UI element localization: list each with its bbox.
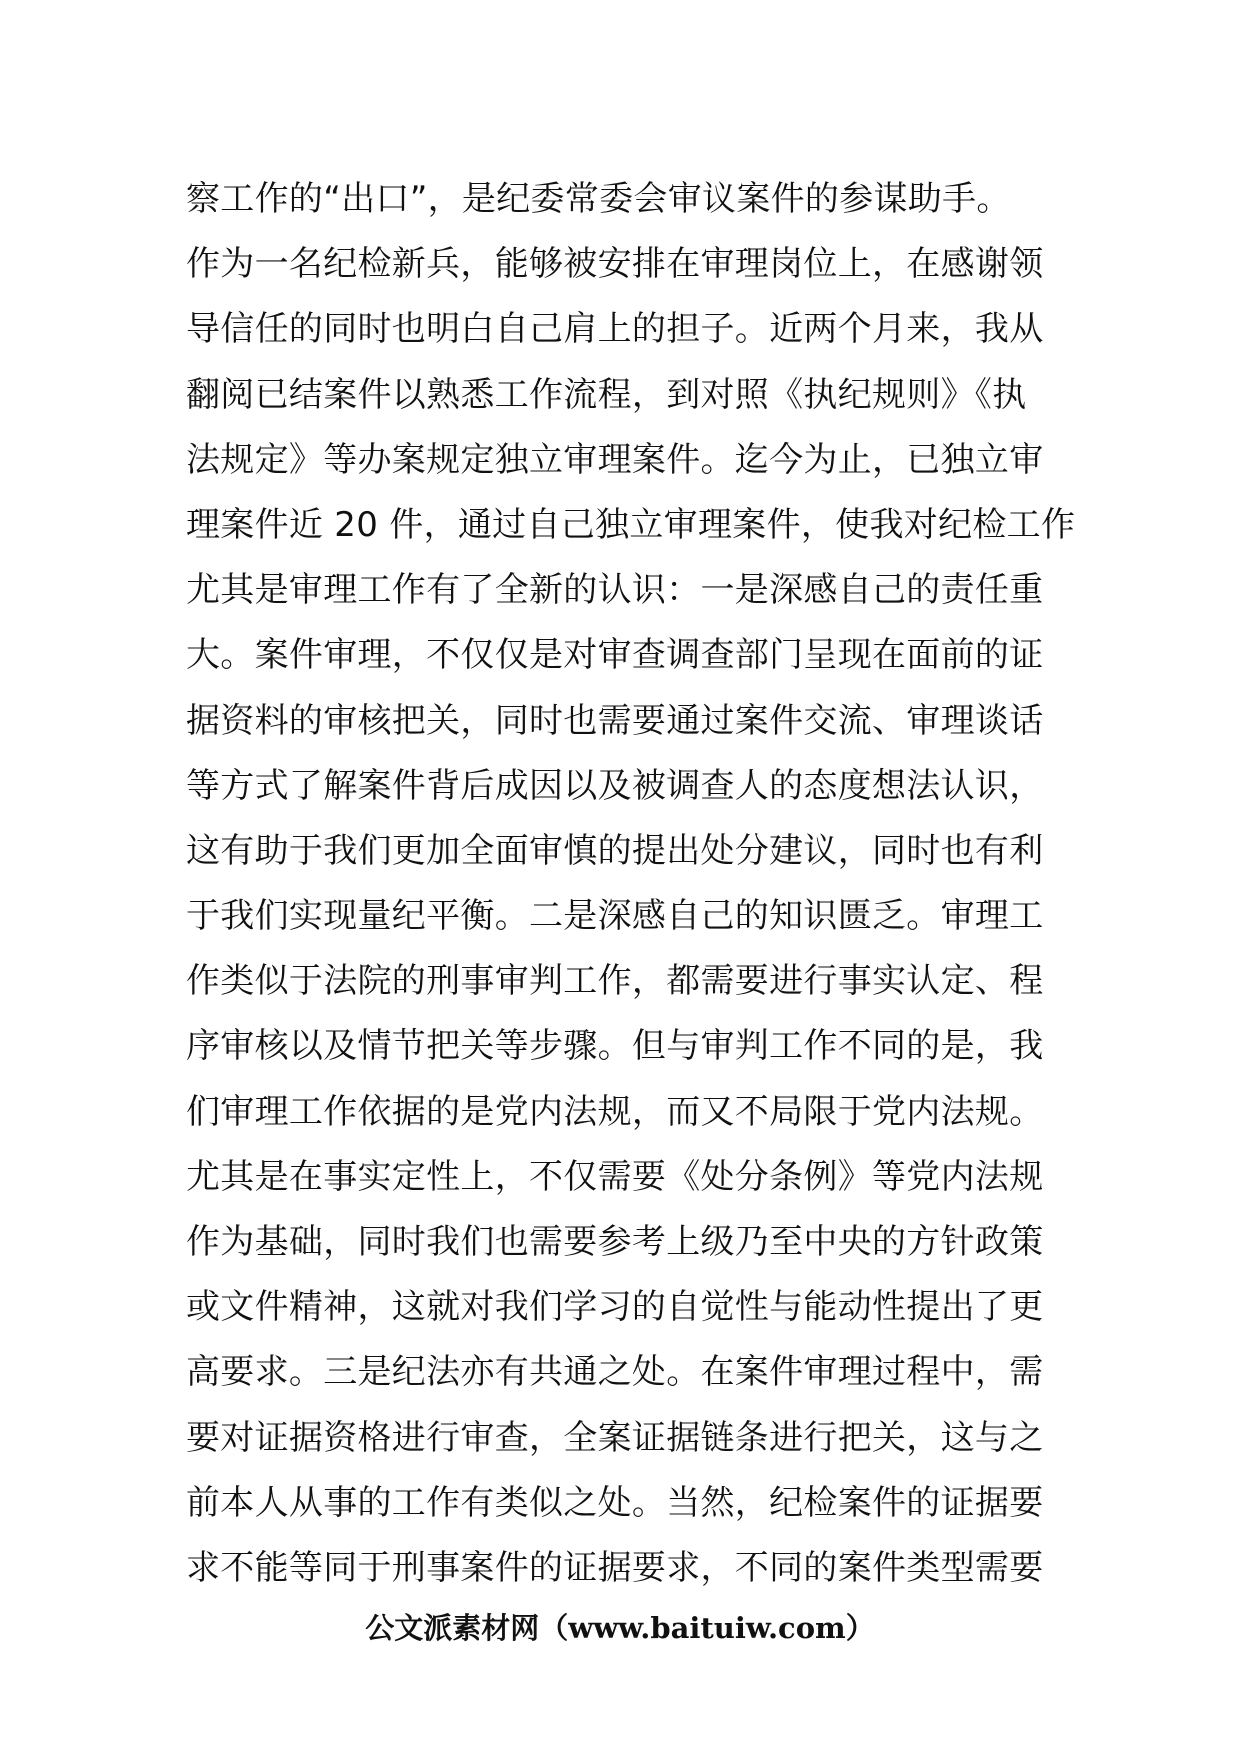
text-line: 们审理工作依据的是党内法规，而又不局限于党内法规。 xyxy=(186,1091,1044,1132)
text-line: 翻阅已结案件以熟悉工作流程，到对照《执纪规则》《执 xyxy=(186,374,1027,415)
text-line: 尤其是在事实定性上，不仅需要《处分条例》等党内法规 xyxy=(186,1156,1044,1197)
text-line: 等方式了解案件背后成因以及被调查人的态度想法认识， xyxy=(186,765,1044,806)
text-line: 作类似于法院的刑事审判工作，都需要进行事实认定、程 xyxy=(186,961,1044,1002)
text-line: 作为一名纪检新兵，能够被安排在审理岗位上，在感谢领 xyxy=(186,244,1044,285)
text-line: 高要求。三是纪法亦有共通之处。在案件审理过程中，需 xyxy=(186,1352,1044,1393)
text-line: 大。案件审理，不仅仅是对审查调查部门呈现在面前的证 xyxy=(186,635,1044,676)
text-line: 或文件精神，这就对我们学习的自觉性与能动性提出了更 xyxy=(186,1287,1044,1328)
text-line: 尤其是审理工作有了全新的认识：一是深感自己的责任重 xyxy=(186,570,1044,611)
text-line: 理案件近 20 件，通过自己独立审理案件，使我对纪检工作 xyxy=(186,504,1076,545)
text-line: 据资料的审核把关，同时也需要通过案件交流、审理谈话 xyxy=(186,700,1044,741)
text-line: 前本人从事的工作有类似之处。当然，纪检案件的证据要 xyxy=(186,1482,1044,1523)
body-text xyxy=(186,167,1076,1601)
text-line: 法规定》等办案规定独立审理案件。迄今为止，已独立审 xyxy=(186,439,1044,480)
text-line: 序审核以及情节把关等步骤。但与审判工作不同的是，我 xyxy=(186,1026,1044,1067)
text-line: 这有助于我们更加全面审慎的提出处分建议，同时也有利 xyxy=(186,830,1044,871)
text-line: 求不能等同于刑事案件的证据要求，不同的案件类型需要 xyxy=(186,1547,1044,1588)
text-line: 察工作的“出口”，是纪委常委会审议案件的参谋助手。 xyxy=(186,179,1011,219)
text-line: 于我们实现量纪平衡。二是深感自己的知识匮乏。审理工 xyxy=(186,896,1044,937)
footer-source: 公文派素材网（www.baituiw.com） xyxy=(365,1611,875,1645)
text-line: 作为基础，同时我们也需要参考上级乃至中央的方针政策 xyxy=(186,1222,1044,1262)
text-line: 要对证据资格进行审查，全案证据链条进行把关，这与之 xyxy=(186,1417,1044,1458)
text-line: 导信任的同时也明白自己肩上的担子。近两个月来，我从 xyxy=(186,309,1044,350)
